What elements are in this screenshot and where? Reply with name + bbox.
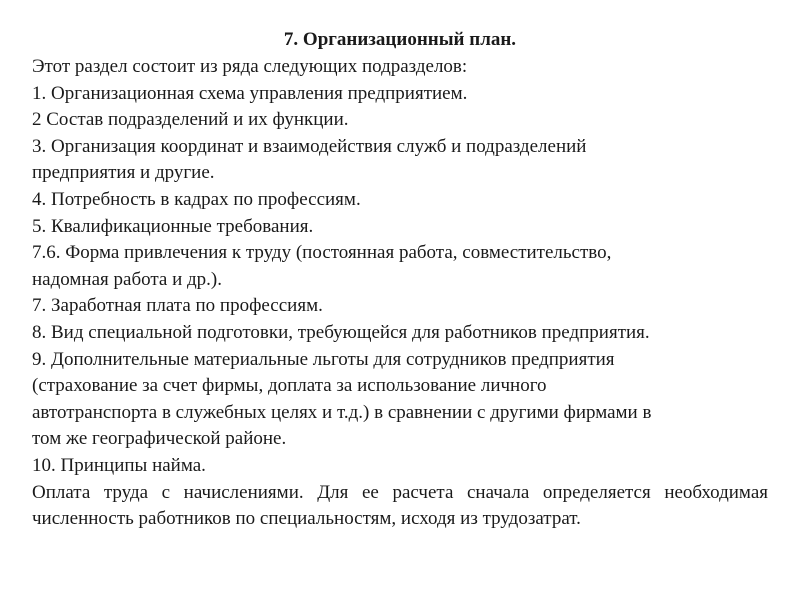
text-line: (страхование за счет фирмы, доплата за использование личного <box>32 375 547 397</box>
document-title: 7. Организационный план. <box>283 29 517 50</box>
text-line: 1. Организационная схема управления предприятием. <box>32 82 468 104</box>
text-line: предприятия и другие. <box>32 162 215 184</box>
text-line: автотранспорта в служебных целях и т.д.) в сравнении с другими фирмами в <box>32 401 652 423</box>
text-line: 2 Состав подразделений и их функции. <box>32 109 349 131</box>
text-line: 7. Заработная плата по профессиям. <box>32 295 323 317</box>
text-line: 9. Дополнительные материальные льготы для сотрудников предприятия <box>32 348 615 370</box>
text-line: 7.6. Форма привлечения к труду (постоянная работа, совместительство, <box>32 242 612 264</box>
text-line: 3. Организация координат и взаимодействия служб и подразделений <box>32 135 587 157</box>
text-line: Этот раздел состоит из ряда следующих подразделов: <box>32 56 468 77</box>
text-line: том же географической районе. <box>32 428 287 450</box>
text-line: 10. Принципы найма. <box>32 454 206 476</box>
text-line: 4. Потребность в кадрах по профессиям. <box>32 188 361 210</box>
text-line: 8. Вид специальной подготовки, требующейся для работников предприятия. <box>32 321 650 343</box>
text-line: надомная работа и др.). <box>32 268 222 290</box>
text-line: 5. Квалификационные требования. <box>32 215 314 237</box>
closing-paragraph: Оплата труда с начислениями. Для ее расчета сначала определяется необходимая численность работников по специальностям, исходя из трудозатрат. <box>32 481 768 530</box>
